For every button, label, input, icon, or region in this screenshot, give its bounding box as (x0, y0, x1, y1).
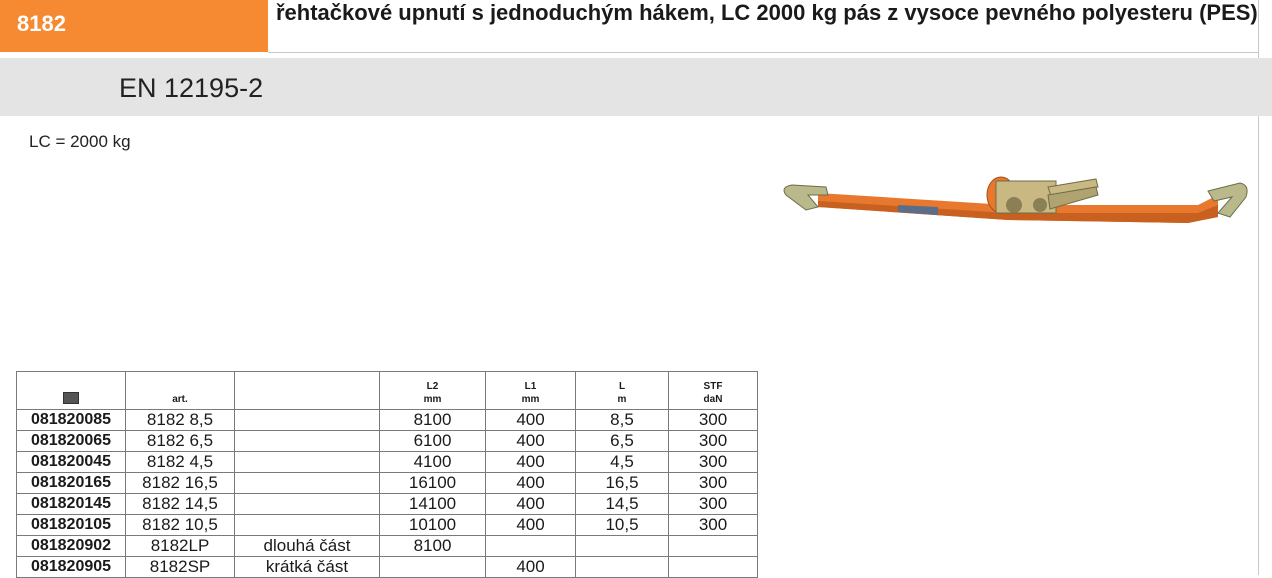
table-cell: 8182 4,5 (126, 452, 235, 473)
product-title: řehtačkové upnutí s jednoduchým hákem, LC 2000 kg pás z vysoce pevného polyesteru (PES) (276, 0, 1258, 25)
table-cell: 8182 14,5 (126, 494, 235, 515)
table-cell: 300 (669, 452, 758, 473)
table-header-row (17, 372, 758, 410)
item-code-cell: 081820905 (17, 557, 126, 578)
column-header: art. (126, 372, 235, 410)
table-cell (235, 410, 380, 431)
load-capacity-note: LC = 2000 kg (29, 132, 131, 151)
table-cell: 8,5 (576, 410, 669, 431)
table-row (17, 431, 758, 452)
table-cell: 300 (669, 494, 758, 515)
table-row (17, 515, 758, 536)
table-cell (669, 557, 758, 578)
table-cell: 4,5 (576, 452, 669, 473)
table-cell: dlouhá část (235, 536, 380, 557)
table-cell: 300 (669, 410, 758, 431)
table-cell: 8182LP (126, 536, 235, 557)
item-code-cell: 081820145 (17, 494, 126, 515)
table-cell (380, 557, 486, 578)
table-cell (235, 452, 380, 473)
column-header: L1 mm (486, 372, 576, 410)
table-row (17, 452, 758, 473)
table-cell: 16100 (380, 473, 486, 494)
table-row (17, 410, 758, 431)
table-cell (235, 515, 380, 536)
column-header: L m (576, 372, 669, 410)
table-row (17, 473, 758, 494)
table-cell: krátká část (235, 557, 380, 578)
table-cell (576, 536, 669, 557)
item-code-cell: 081820902 (17, 536, 126, 557)
table-row (17, 557, 758, 578)
item-code-cell: 081820085 (17, 410, 126, 431)
product-code-badge (0, 0, 268, 52)
ratchet-strap-image (778, 165, 1258, 260)
table-cell: 8182 6,5 (126, 431, 235, 452)
table-cell: 8182 8,5 (126, 410, 235, 431)
column-header (235, 372, 380, 410)
table-cell: 6,5 (576, 431, 669, 452)
table-cell (235, 431, 380, 452)
table-cell: 8100 (380, 410, 486, 431)
column-header: L2 mm (380, 372, 486, 410)
table-cell: 400 (486, 452, 576, 473)
table-cell: 10100 (380, 515, 486, 536)
item-code-cell: 081820165 (17, 473, 126, 494)
table-cell: 14,5 (576, 494, 669, 515)
table-cell: 400 (486, 473, 576, 494)
table-cell (669, 536, 758, 557)
table-cell (235, 494, 380, 515)
table-row (17, 494, 758, 515)
divider (268, 52, 1258, 53)
table-cell: 400 (486, 431, 576, 452)
table-cell: 8182 16,5 (126, 473, 235, 494)
table-cell: 16,5 (576, 473, 669, 494)
table-cell: 400 (486, 494, 576, 515)
table-cell: 400 (486, 410, 576, 431)
register-icon (63, 392, 79, 404)
table-cell: 300 (669, 473, 758, 494)
column-header (17, 372, 126, 410)
column-header: STF daN (669, 372, 758, 410)
standard-label: EN 12195-2 (119, 73, 264, 103)
table-cell: 14100 (380, 494, 486, 515)
item-code-cell: 081820045 (17, 452, 126, 473)
product-code: 8182 (17, 11, 66, 36)
table-cell: 400 (486, 557, 576, 578)
table-cell (486, 536, 576, 557)
table-cell: 8182SP (126, 557, 235, 578)
table-cell: 10,5 (576, 515, 669, 536)
table-cell: 4100 (380, 452, 486, 473)
table-cell: 300 (669, 515, 758, 536)
item-code-cell: 081820105 (17, 515, 126, 536)
table-cell: 400 (486, 515, 576, 536)
item-code-cell: 081820065 (17, 431, 126, 452)
table-cell (235, 473, 380, 494)
table-cell: 8182 10,5 (126, 515, 235, 536)
table-cell: 8100 (380, 536, 486, 557)
specification-table (16, 371, 758, 578)
table-cell: 300 (669, 431, 758, 452)
table-cell: 6100 (380, 431, 486, 452)
table-row (17, 536, 758, 557)
table-cell (576, 557, 669, 578)
